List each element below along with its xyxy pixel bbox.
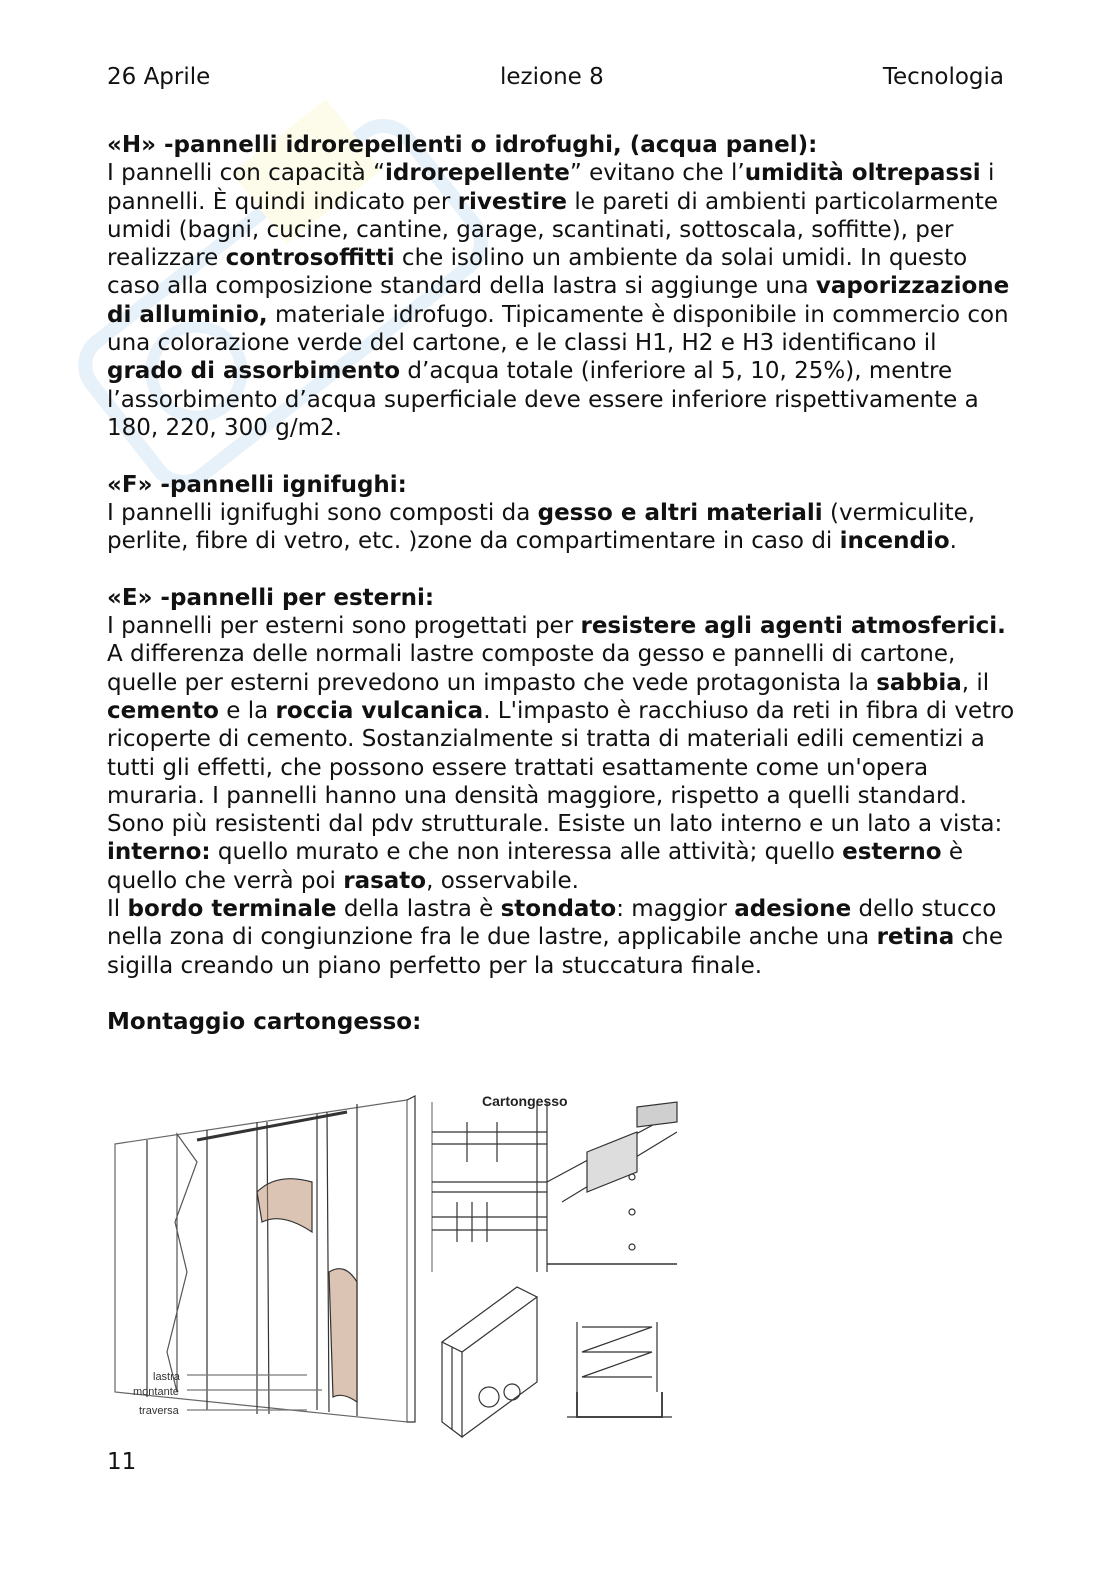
section-e-sides: interno: quello murato e che non interessa alle attività; quello esterno è quello che verrà poi rasato, osservabile. [107, 839, 963, 894]
section-e-edge: Il bordo terminale della lastra è stondato: maggior adesione dello stucco nella zona di congiunzione fra le due lastre, applicabile anche una retina che sigilla creando un piano perfetto per la stuccatura finale. [107, 896, 1003, 979]
section-h-paragraph: I pannelli con capacità “idrorepellente” evitano che l’umidità oltrepassi i pannelli. È quindi indicato per rivestire le pareti di ambienti particolarmente umidi (bagni, cucine, cantine, garage, scantinati, sottoscala, soffitte), per realizzare controsoffitti che isolino un ambiente da solai umidi. In questo caso alla composizione standard della lastra si aggiunge una vaporizzazione di alluminio, materiale idrofugo. Tipicamente è disponibile in commercio con una colorazione verde del cartone, e le classi H1, H2 e H3 identificano il grado di assorbimento d’acqua totale (inferiore al 5, 10, 25%), mentre l’assorbimento d’acqua superficiale deve essere inferiore rispettivamente a 180, 220, 300 g/m2. [107, 160, 1010, 441]
page-header [107, 64, 1004, 96]
label-montante: montante [133, 1386, 179, 1398]
header-date: 26 Aprile [107, 64, 211, 90]
section-montaggio-title: Montaggio cartongesso: [107, 1009, 422, 1036]
figure-title: Cartongesso [482, 1093, 568, 1109]
page-number: 11 [107, 1449, 137, 1475]
section-h-title: «H» -pannelli idrorepellenti o idrofughi, (acqua panel): [107, 132, 818, 158]
header-subject: Tecnologia [882, 64, 1004, 90]
header-lesson: lezione 8 [500, 64, 604, 90]
section-e-paragraph: I pannelli per esterni sono progettati per resistere agli agenti atmosferici. A differenza delle normali lastre composte da gesso e pannelli di cartone, quelle per esterni prevedono un impasto che vede protagonista la sabbia, il cemento e la roccia vulcanica. L'impasto è racchiuso da reti in fibra di vetro ricoperte di cemento. Sostanzialmente si tratta di materiali edili cementizi a tutti gli effetti, che possono essere trattati esattamente come un'opera muraria. I pannelli hanno una densità maggiore, rispetto a quelli standard. Sono più resistenti dal pdv strutturale. Esiste un lato interno e un lato a vista: [107, 613, 1015, 838]
section-e-title: «E» -pannelli per esterni: [107, 584, 435, 611]
label-traversa: traversa [139, 1405, 179, 1417]
drywall-assembly-figure [107, 1092, 687, 1444]
body-text [107, 131, 1017, 1037]
section-f-paragraph: I pannelli ignifughi sono composti da gesso e altri materiali (vermiculite, perlite, fibre di vetro, etc. )zone da compartimentare in caso di incendio. [107, 499, 976, 555]
label-lastra: lastra [153, 1371, 180, 1383]
section-f-title: «F» -pannelli ignifughi: [107, 471, 407, 498]
